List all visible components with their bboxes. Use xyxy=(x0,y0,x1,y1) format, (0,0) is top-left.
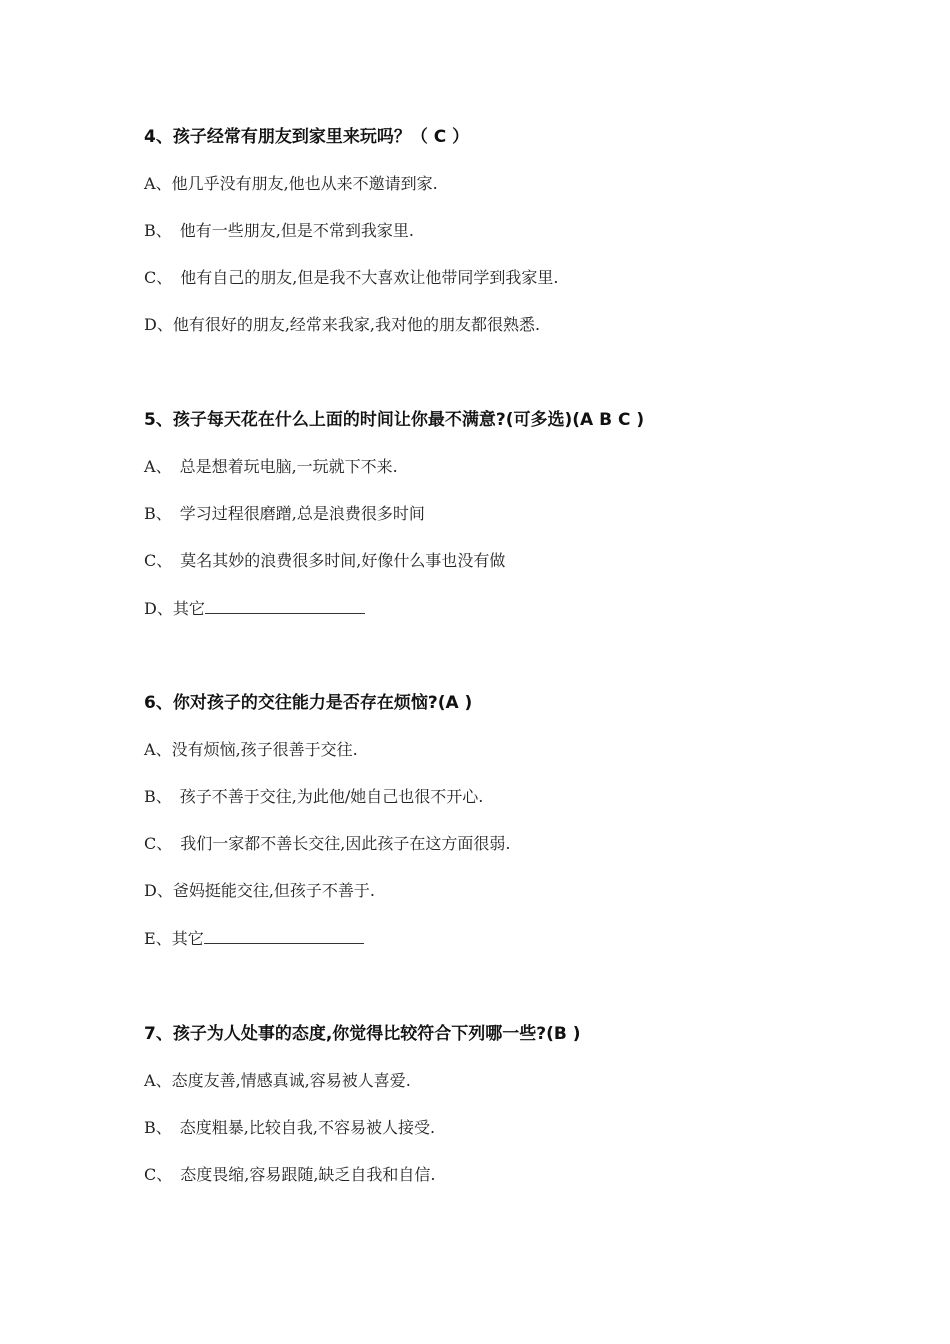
question-title: 4、孩子经常有朋友到家里来玩吗？（ C ） xyxy=(144,127,470,147)
option-c: C、 莫名其妙的浪费很多时间,好像什么事也没有做 xyxy=(144,551,506,570)
option-text: 态度友善,情感真诚,容易被人喜爱. xyxy=(171,1071,411,1090)
option-text: 态度粗暴,比较自我,不容易被人接受. xyxy=(179,1118,436,1137)
option-a: A、 总是想着玩电脑,一玩就下不来. xyxy=(144,457,398,476)
option-b: B、 学习过程很磨蹭,总是浪费很多时间 xyxy=(144,504,425,523)
option-b: B、 他有一些朋友,但是不常到我家里. xyxy=(144,221,414,240)
option-text: 莫名其妙的浪费很多时间,好像什么事也没有做 xyxy=(180,551,506,570)
fill-in-blank xyxy=(204,927,364,944)
option-b: B、 态度粗暴,比较自我,不容易被人接受. xyxy=(144,1118,436,1137)
option-c: C、 态度畏缩,容易跟随,缺乏自我和自信. xyxy=(144,1165,436,1184)
option-a: A、他几乎没有朋友,他也从来不邀请到家. xyxy=(144,174,438,193)
question-title: 5、孩子每天花在什么上面的时间让你最不满意?(可多选)(A B C ) xyxy=(144,410,645,430)
option-a: A、态度友善,情感真诚,容易被人喜爱. xyxy=(144,1071,411,1090)
option-text: 总是想着玩电脑,一玩就下不来. xyxy=(179,457,398,476)
option-text: 其它 xyxy=(171,929,204,948)
option-d: D、他有很好的朋友,经常来我家,我对他的朋友都很熟悉. xyxy=(144,315,541,334)
question-title: 6、你对孩子的交往能力是否存在烦恼?(A ) xyxy=(144,693,473,713)
option-e: E、其它 xyxy=(144,927,904,949)
option-c: C、 他有自己的朋友,但是我不大喜欢让他带同学到我家里. xyxy=(144,268,559,287)
question-5 xyxy=(144,409,904,619)
option-c: C、 我们一家都不善长交往,因此孩子在这方面很弱. xyxy=(144,834,511,853)
option-text: 他有很好的朋友,经常来我家,我对他的朋友都很熟悉. xyxy=(172,315,541,334)
option-text: 他有一些朋友,但是不常到我家里. xyxy=(179,221,414,240)
option-text: 爸妈挺能交往,但孩子不善于. xyxy=(172,881,376,900)
question-4 xyxy=(144,126,904,336)
option-d: D、爸妈挺能交往,但孩子不善于. xyxy=(144,881,376,900)
option-text: 他几乎没有朋友,他也从来不邀请到家. xyxy=(171,174,438,193)
option-text: 我们一家都不善长交往,因此孩子在这方面很弱. xyxy=(180,834,511,853)
option-d: D、其它 xyxy=(144,597,904,619)
option-text: 其它 xyxy=(172,599,205,618)
question-6 xyxy=(144,692,904,949)
option-a: A、没有烦恼,孩子很善于交往. xyxy=(144,740,358,759)
option-text: 学习过程很磨蹭,总是浪费很多时间 xyxy=(179,504,425,523)
option-text: 他有自己的朋友,但是我不大喜欢让他带同学到我家里. xyxy=(180,268,559,287)
option-text: 态度畏缩,容易跟随,缺乏自我和自信. xyxy=(180,1165,436,1184)
option-text: 没有烦恼,孩子很善于交往. xyxy=(171,740,358,759)
option-b: B、 孩子不善于交往,为此他/她自己也很不开心. xyxy=(144,787,484,806)
question-title: 7、孩子为人处事的态度,你觉得比较符合下列哪一些?(B ) xyxy=(144,1024,581,1044)
question-7 xyxy=(144,1023,904,1186)
fill-in-blank xyxy=(205,597,365,614)
option-text: 孩子不善于交往,为此他/她自己也很不开心. xyxy=(179,787,484,806)
